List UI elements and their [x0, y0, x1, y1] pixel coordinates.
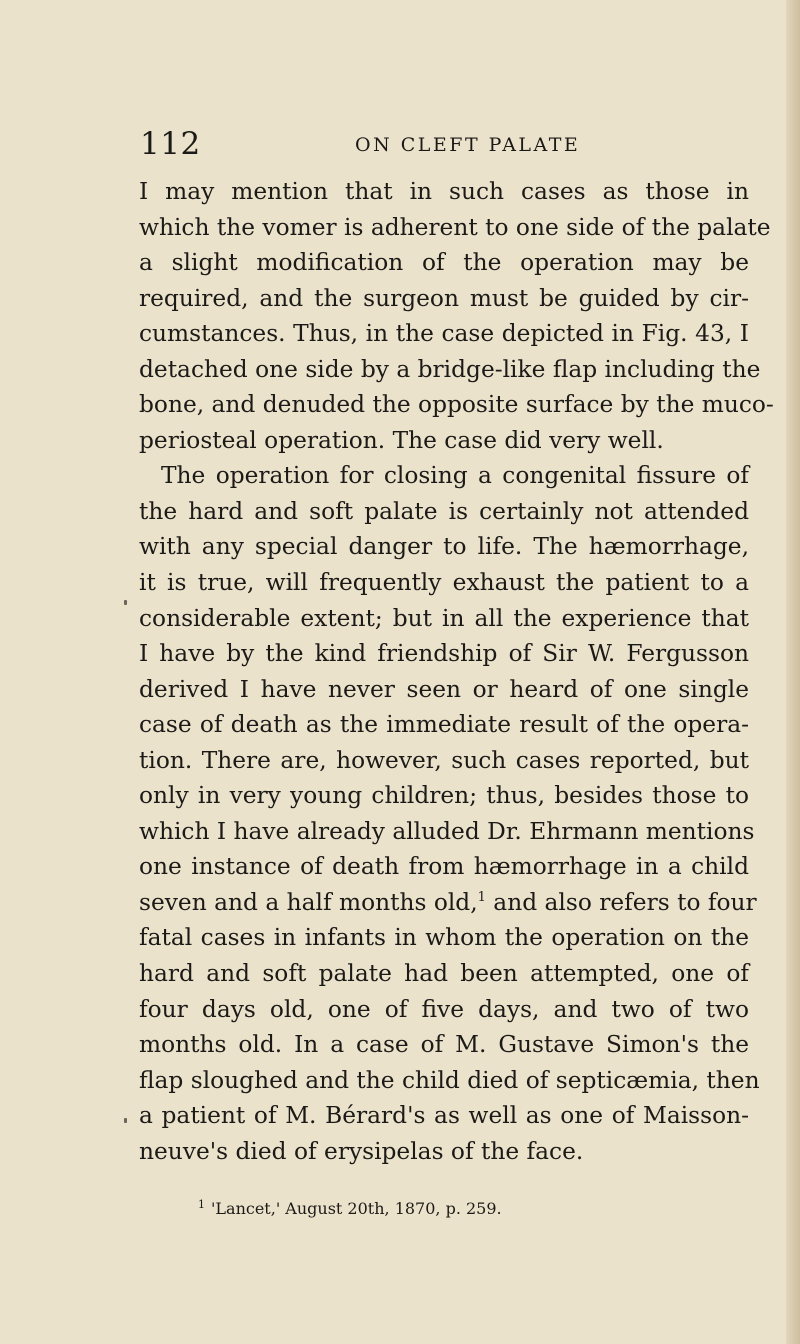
margin-speck — [124, 600, 127, 605]
footnote-reference: 1 — [477, 889, 486, 905]
text-line: considerable extent; but in all the experience that — [139, 604, 749, 632]
text-line-start: seven and a half months old, — [139, 888, 478, 916]
text-line: tion. There are, however, such cases reported, but — [139, 746, 749, 774]
text-line: periosteal operation. The case did very well. — [139, 426, 664, 454]
footnote-text: 'Lancet,' August 20th, 1870, p. 259. — [211, 1199, 502, 1218]
text-line: required, and the surgeon must be guided by cir- — [139, 284, 749, 312]
footnote — [198, 1197, 758, 1221]
text-line: which I have already alluded Dr. Ehrmann mentions — [139, 817, 755, 845]
text-line: fatal cases in infants in whom the operation on the — [139, 924, 749, 952]
text-line-with-footnote-ref — [139, 885, 757, 921]
text-line: with any special danger to life. The hæmorrhage, — [139, 533, 749, 561]
text-line: which the vomer is adherent to one side of the palate — [139, 213, 771, 241]
text-line: only in very young children; thus, besides those to — [139, 782, 749, 810]
text-line: case of death as the immediate result of the opera- — [139, 711, 749, 739]
page-number: 112 — [140, 126, 201, 162]
text-line: I have by the kind friendship of Sir W. Fergusson — [139, 640, 749, 668]
text-line: it is true, will frequently exhaust the patient to a — [139, 569, 749, 597]
text-line: four days old, one of five days, and two of two — [139, 995, 749, 1023]
text-line: one instance of death from hæmorrhage in a child — [139, 853, 749, 881]
text-line: flap sloughed and the child died of septicæmia, then — [139, 1066, 760, 1094]
page-header — [140, 124, 700, 164]
text-line: a slight modification of the operation may be — [139, 249, 749, 277]
footnote-marker: 1 — [198, 1198, 205, 1211]
text-line: detached one side by a bridge-like flap including the — [139, 355, 761, 383]
page-edge-shadow — [786, 0, 800, 1344]
text-line: the hard and soft palate is certainly not attended — [139, 497, 749, 525]
margin-speck — [124, 1118, 127, 1123]
text-line: hard and soft palate had been attempted, one of — [139, 960, 749, 988]
text-line: a patient of M. Bérard's as well as one of Maisson- — [139, 1102, 749, 1130]
running-head: ON CLEFT PALATE — [355, 134, 581, 156]
text-line: The operation for closing a congenital fissure of — [161, 462, 749, 490]
text-line: derived I have never seen or heard of one single — [139, 675, 749, 703]
body-text — [139, 174, 774, 1169]
text-line: I may mention that in such cases as those in — [139, 178, 749, 205]
text-line: cumstances. Thus, in the case depicted in Fig. 43, I — [139, 320, 749, 348]
text-line: months old. In a case of M. Gustave Simon's the — [139, 1031, 749, 1059]
text-line: neuve's died of erysipelas of the face. — [139, 1137, 584, 1165]
text-line-end: and also refers to four — [485, 888, 757, 916]
text-line: bone, and denuded the opposite surface by the muco- — [139, 391, 774, 419]
